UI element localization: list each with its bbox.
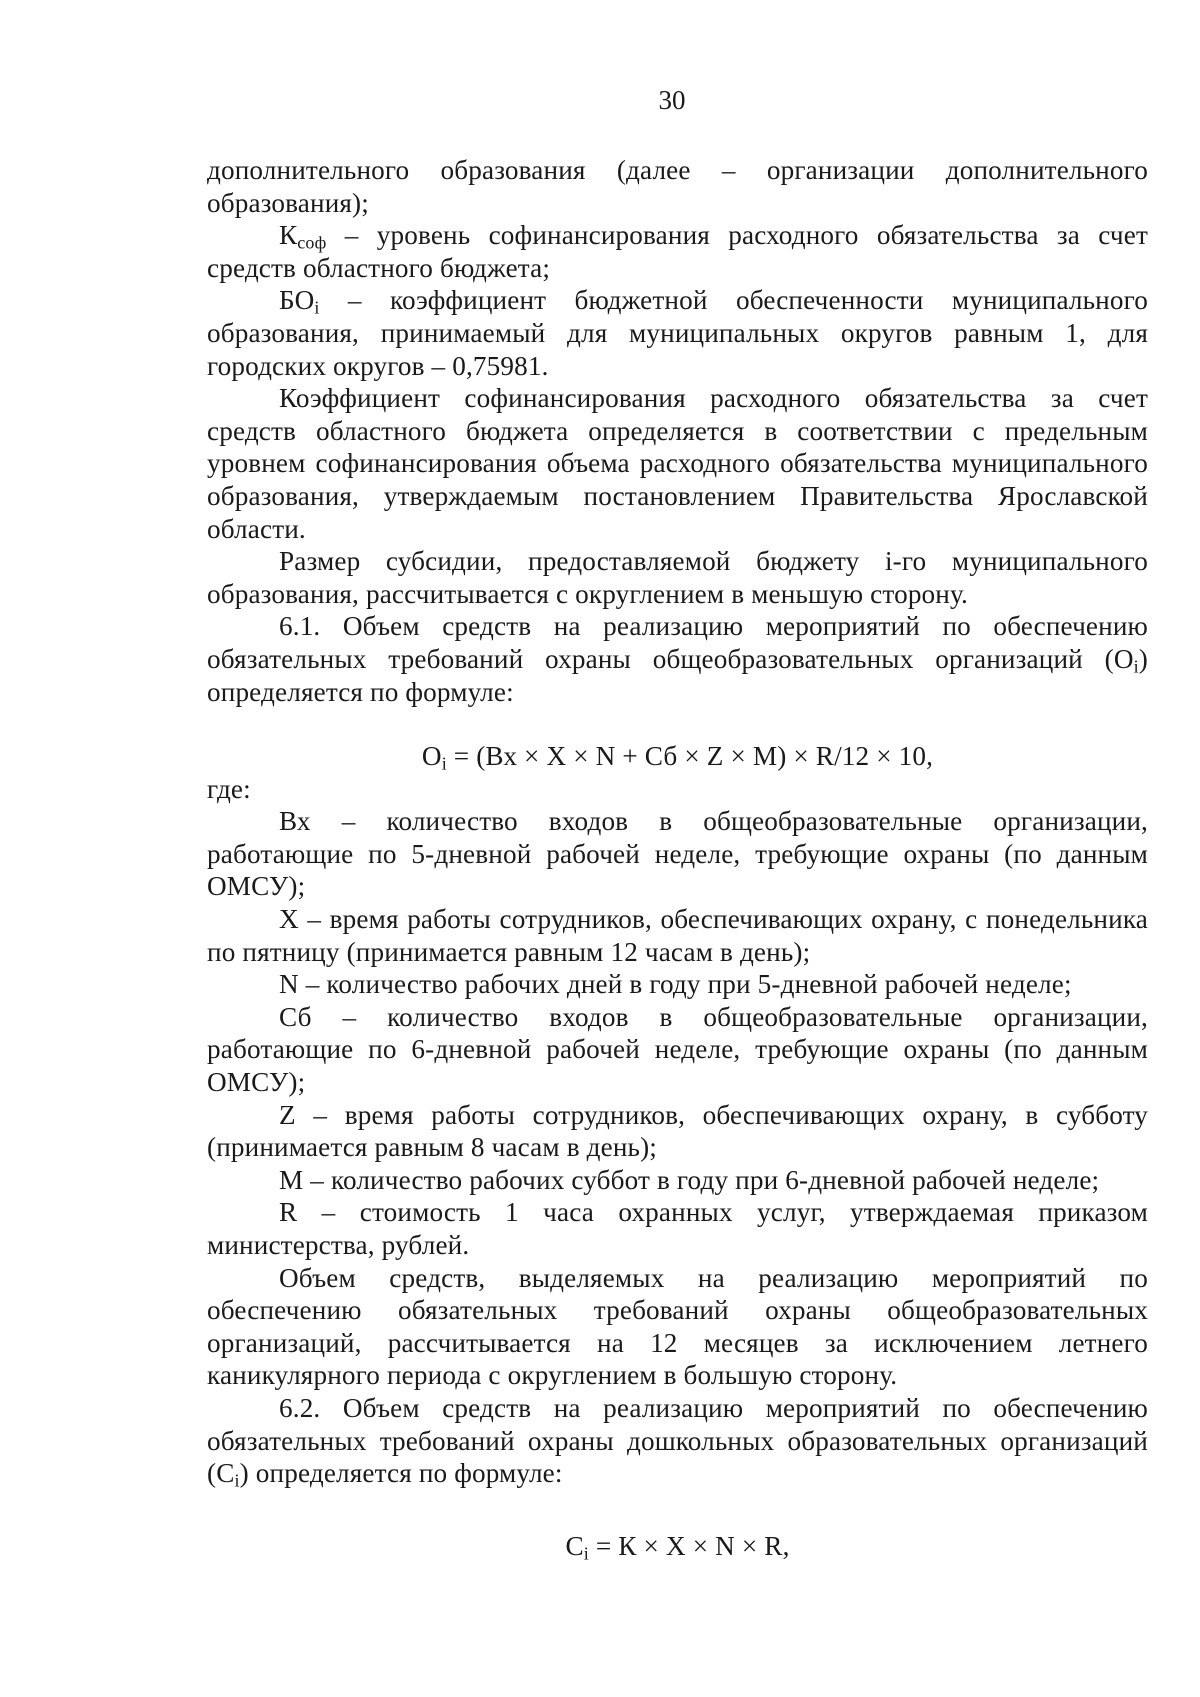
bo-text: – коэффициент бюджетной обеспеченности муниципального образования, принимаемый для муниципальных округов равным 1, для городских округов – 0,75981. — [207, 285, 1148, 381]
k-sof-text: – уровень софинансирования расходного обязательства за счет средств областного бюджета; — [207, 220, 1148, 283]
p6-2-subscript: i — [234, 1470, 240, 1491]
where-label: где: — [207, 773, 251, 804]
p6-2-text-b: ) определяется по формуле: — [239, 1458, 563, 1489]
symbol-k: К — [279, 220, 298, 251]
paragraph-x-definition: X – время работы сотрудников, обеспечивающих охрану, с понедельника по пятницу (принимается равным 12 часам в день); — [207, 904, 1148, 967]
paragraph-organizations-definition: дополнительного образования (далее – организации дополнительного образования); — [207, 155, 1148, 218]
formula-oi-symbol: О — [421, 741, 442, 772]
paragraph-k-sof-definition — [207, 219, 1148, 284]
symbol-k-subscript: соф — [297, 232, 327, 253]
p6-1-text-a: 6.1. Объем средств на реализацию мероприятий по обеспечению обязательных требований охраны общеобразовательных организаций (О — [207, 611, 1148, 674]
p6-1-subscript: i — [1133, 656, 1139, 677]
formula-oi-subscript: i — [441, 753, 447, 774]
formula-ci-symbol: С — [565, 1530, 584, 1561]
formula-ci-subscript: i — [583, 1543, 589, 1564]
paragraph-vx-definition: Вх – количество входов в общеобразовательные организации, работающие по 5-дневной рабочей неделе, требующие охраны (по данным ОМСУ); — [207, 806, 1148, 902]
paragraph-n-definition: N – количество рабочих дней в году при 5-дневной рабочей неделе; — [279, 969, 1072, 1000]
p6-1-text-b: ) определяется по формуле: — [207, 643, 1148, 707]
paragraph-sb-definition: Сб – количество входов в общеобразовательные организации, работающие по 6-дневной рабочей неделе, требующие охраны (по данным ОМСУ); — [207, 1001, 1148, 1098]
formula-oi-expression: = (Вх × X × N + Сб × Z × М) × R/12 × 10, — [446, 741, 934, 772]
formula-ci-expression: = К × X × N × R, — [588, 1530, 790, 1561]
paragraph-z-definition: Z – время работы сотрудников, обеспечивающих охрану, в субботу (принимается равным 8 часам в день); — [207, 1099, 1148, 1163]
symbol-bo-subscript: i — [314, 297, 320, 318]
symbol-bo: БО — [279, 285, 315, 316]
document-body — [207, 154, 1148, 1562]
paragraph-subsidy-size: Размер субсидии, предоставляемой бюджету i-го муниципального образования, рассчитывается с округлением в меньшую сторону. — [207, 546, 1148, 609]
paragraph-r-definition: R – стоимость 1 часа охранных услуг, утверждаемая приказом министерства, рублей. — [207, 1197, 1148, 1260]
formula-ci — [207, 1530, 1148, 1563]
paragraph-6-1 — [207, 610, 1148, 708]
page-number: 30 — [658, 85, 686, 115]
formula-oi — [207, 740, 1148, 773]
paragraph-volume-calculation: Объем средств, выделяемых на реализацию мероприятий по обеспечению обязательных требований охраны общеобразовательных организаций, рассчитывается на 12 месяцев за исключением летнего каникулярного периода с округлением в большую сторону. — [207, 1262, 1148, 1391]
paragraph-cofinancing-coefficient: Коэффициент софинансирования расходного обязательства за счет средств областного бюджета определяется в соответствии с предельным уровнем софинансирования объема расходного обязательства муниципального образования, утверждаемым постановлением Правительства Ярославской области. — [207, 383, 1148, 544]
paragraph-6-2 — [207, 1392, 1148, 1490]
p6-2-text-a: 6.2. Объем средств на реализацию мероприятий по обеспечению обязательных требований охраны дошкольных образовательных организаций (С — [207, 1392, 1148, 1489]
paragraph-bo-definition — [207, 284, 1148, 382]
paragraph-m-definition: М – количество рабочих суббот в году при 6-дневной рабочей неделе; — [279, 1164, 1100, 1195]
